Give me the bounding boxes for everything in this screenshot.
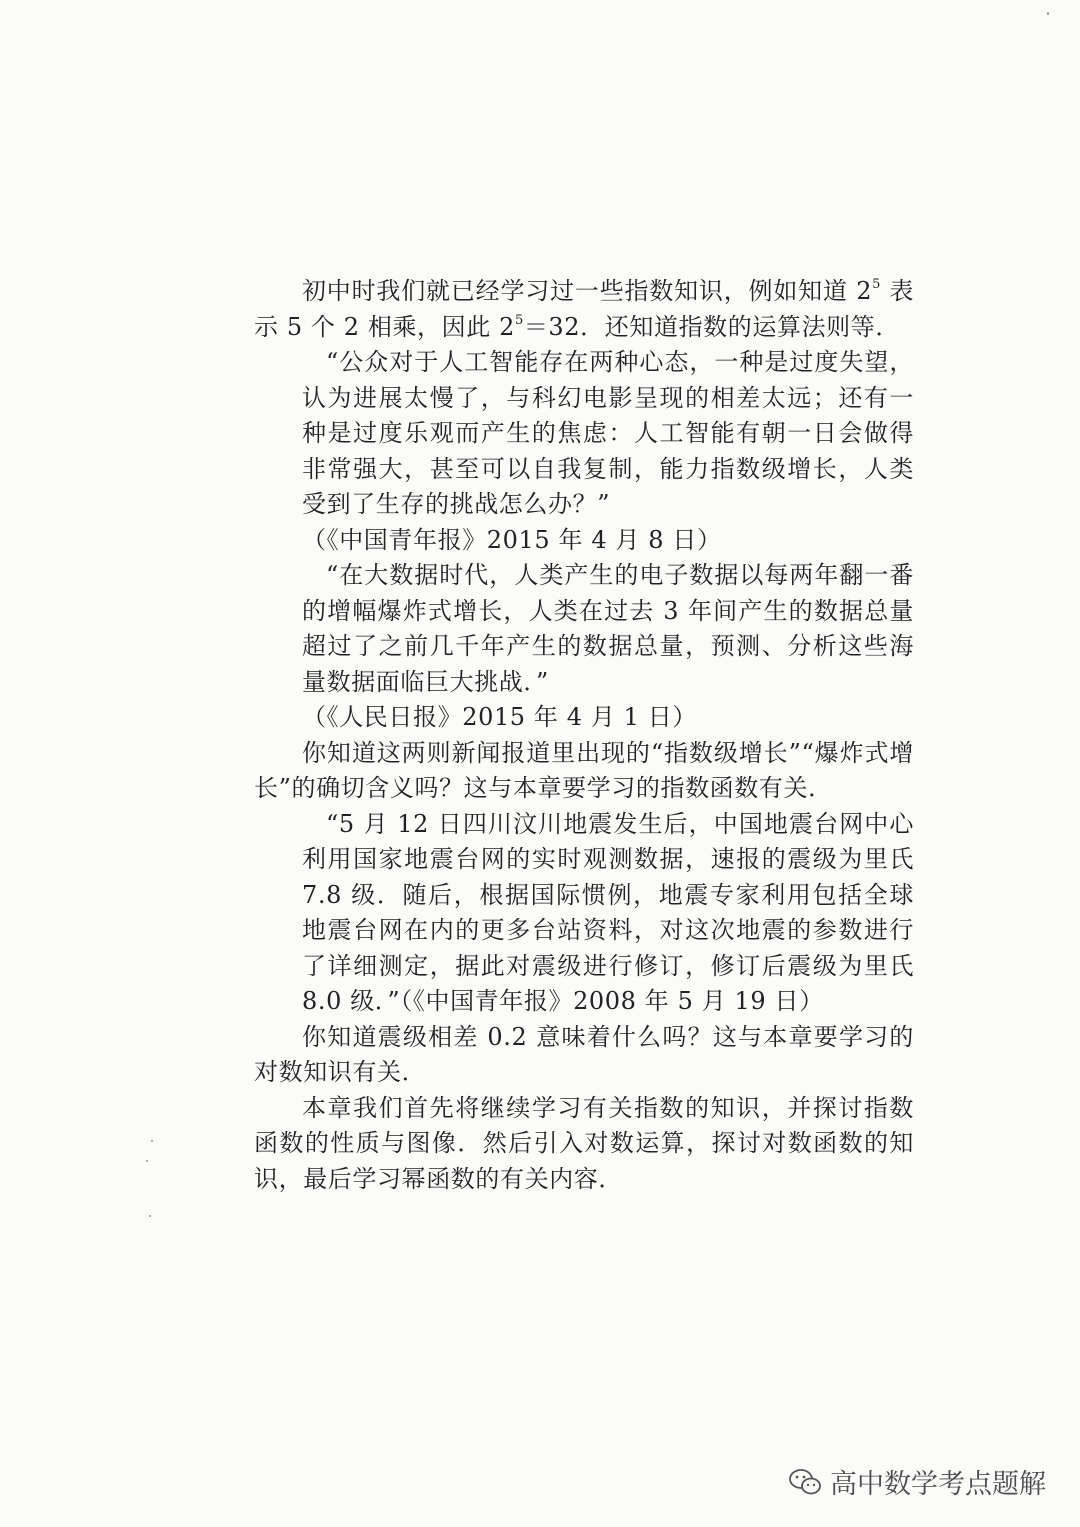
- quote-ai: [254, 345, 914, 558]
- intro-text-2: 表示 5 个 2 相乘，因此 2: [254, 277, 914, 341]
- scan-speck: [149, 1215, 151, 1217]
- chapter-intro-text: [254, 274, 914, 1197]
- quote-big-data: [254, 558, 914, 736]
- exponent-1: 5: [872, 277, 881, 292]
- intro-paragraph: [254, 274, 914, 345]
- question-exponential: 你知道这两则新闻报道里出现的“指数级增长”“爆炸式增长”的确切含义吗？这与本章要学习的指数函数有关．: [254, 738, 914, 802]
- quote-ai-source: （《中国青年报》2015 年 4 月 8 日）: [302, 525, 722, 554]
- quote-ai-text: “公众对于人工智能存在两种心态，一种是过度失望，认为进展太慢了，与科幻电影呈现的相差太远；还有一种是过度乐观而产生的焦虑：人工智能有朝一日会做得非常强大，甚至可以自我复制，能力指数级增长，人类受到了生存的挑战怎么办？”: [302, 348, 914, 518]
- question-logarithm: 你知道震级相差 0.2 意味着什么吗？这与本章要学习的对数知识有关．: [254, 1022, 914, 1086]
- wechat-icon: [788, 1468, 822, 1496]
- watermark-text: 高中数学考点题解: [830, 1469, 1046, 1500]
- intro-text-3: ＝32．还知道指数的运算法则等．: [523, 312, 900, 341]
- scan-speck: [146, 1160, 148, 1162]
- chapter-summary: 本章我们首先将继续学习有关指数的知识，并探讨指数函数的性质与图像．然后引入对数运算，探讨对数函数的知识，最后学习幂函数的有关内容．: [254, 1093, 914, 1193]
- quote-big-data-text: “在大数据时代，人类产生的电子数据以每两年翻一番的增幅爆炸式增长，人类在过去 3 年间产生的数据总量超过了之前几千年产生的数据总量，预测、分析这些海量数据面临巨大挑战．”: [302, 561, 914, 696]
- watermark: [788, 1462, 1046, 1501]
- scan-speck: [1047, 12, 1049, 15]
- quote-earthquake-text: “5 月 12 日四川汶川地震发生后，中国地震台网中心利用国家地震台网的实时观测数据，速报的震级为里氏 7.8 级．随后，根据国际惯例，地震专家利用包括全球地震台网在内的更多台站资料，对这次地震的参数进行了详细测定，据此对震级进行修订，修订后震级为里氏 8.0 级．”（《中国青年报》2008 年 5 月 19 日）: [302, 809, 914, 1015]
- quote-earthquake: [254, 807, 914, 1020]
- scan-speck: [151, 1140, 153, 1142]
- exponent-2: 5: [514, 312, 524, 328]
- quote-big-data-source: （《人民日报》2015 年 4 月 1 日）: [302, 703, 697, 731]
- intro-text-1: 初中时我们就已经学习过一些指数知识，例如知道 2: [302, 277, 873, 305]
